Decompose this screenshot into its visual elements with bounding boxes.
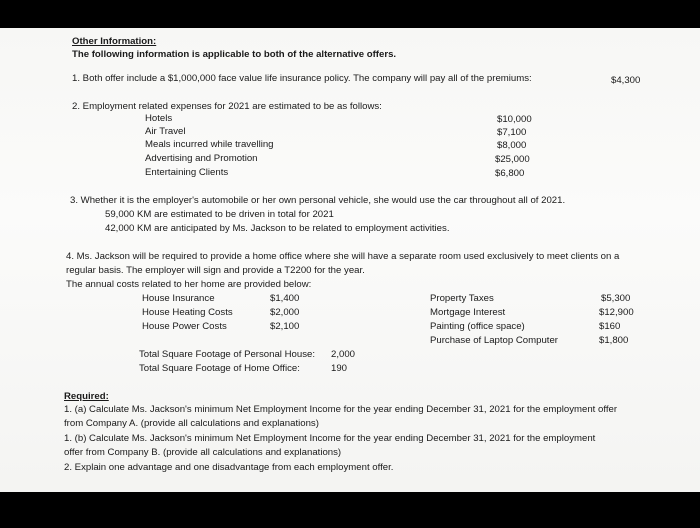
question-1a-line2: from Company A. (provide all calculations and explanations) bbox=[64, 418, 319, 429]
home-cost-label: House Heating Costs bbox=[142, 307, 233, 318]
expense-amount: $8,000 bbox=[497, 140, 527, 151]
expense-amount: $7,100 bbox=[497, 127, 527, 138]
item1-text: 1. Both offer include a $1,000,000 face value life insurance policy. The company will pay all of the premiums: bbox=[72, 73, 532, 84]
footage-label: Total Square Footage of Home Office: bbox=[139, 363, 300, 374]
question-2: 2. Explain one advantage and one disadvantage from each employment offer. bbox=[64, 462, 394, 473]
home-cost-amount: $2,100 bbox=[270, 321, 300, 332]
bottom-black-band bbox=[0, 492, 700, 528]
home-cost-amount: $160 bbox=[599, 321, 621, 332]
home-cost-label: Purchase of Laptop Computer bbox=[430, 335, 558, 346]
home-cost-amount: $1,800 bbox=[599, 335, 629, 346]
expense-label: Advertising and Promotion bbox=[145, 153, 258, 164]
question-1b-line2: offer from Company B. (provide all calculations and explanations) bbox=[64, 447, 342, 458]
home-cost-amount: $1,400 bbox=[270, 293, 300, 304]
expense-amount: $6,800 bbox=[495, 168, 525, 179]
expense-label: Entertaining Clients bbox=[145, 167, 229, 178]
home-cost-amount: $12,900 bbox=[599, 307, 634, 318]
footage-value: 2,000 bbox=[331, 349, 356, 360]
home-cost-amount: $2,000 bbox=[270, 307, 300, 318]
required-title: Required: bbox=[64, 391, 109, 402]
home-cost-label: House Power Costs bbox=[142, 321, 227, 332]
item3-line1: 59,000 KM are estimated to be driven in total for 2021 bbox=[105, 209, 334, 220]
footage-value: 190 bbox=[331, 363, 348, 374]
question-1b-line1: 1. (b) Calculate Ms. Jackson's minimum Net Employment Income for the year ending December 31, 2021 for the employment bbox=[64, 433, 596, 444]
expense-label: Meals incurred while travelling bbox=[145, 139, 274, 150]
section-title: Other Information: bbox=[72, 36, 157, 47]
home-cost-label: Property Taxes bbox=[430, 293, 494, 304]
question-1a-line1: 1. (a) Calculate Ms. Jackson's minimum Net Employment Income for the year ending December 31, 2021 for the employment offer bbox=[64, 404, 618, 415]
top-black-band bbox=[0, 0, 700, 28]
document-page bbox=[0, 28, 700, 492]
home-cost-amount: $5,300 bbox=[601, 293, 631, 304]
footage-label: Total Square Footage of Personal House: bbox=[139, 349, 315, 360]
item3-line2: 42,000 KM are anticipated by Ms. Jackson to be related to employment activities. bbox=[105, 223, 450, 234]
item4-costs-intro: The annual costs related to her home are provided below: bbox=[66, 279, 312, 290]
item3-text: 3. Whether it is the employer's automobile or her own personal vehicle, she would use the car throughout all of 2021. bbox=[70, 195, 566, 206]
home-cost-label: Mortgage Interest bbox=[430, 307, 506, 318]
expense-amount: $10,000 bbox=[497, 114, 532, 125]
item4-text-line1: 4. Ms. Jackson will be required to provide a home office where she will have a separate room used exclusively to meet clients on a bbox=[66, 251, 620, 262]
home-cost-label: Painting (office space) bbox=[430, 321, 525, 332]
item1-amount: $4,300 bbox=[611, 75, 641, 86]
expense-amount: $25,000 bbox=[495, 154, 530, 165]
home-cost-label: House Insurance bbox=[142, 293, 215, 304]
item2-text: 2. Employment related expenses for 2021 are estimated to be as follows: bbox=[72, 101, 382, 112]
intro-text: The following information is applicable to both of the alternative offers. bbox=[72, 49, 397, 60]
expense-label: Air Travel bbox=[145, 126, 186, 137]
expense-label: Hotels bbox=[145, 113, 173, 124]
item4-text-line2: regular basis. The employer will sign and provide a T2200 for the year. bbox=[66, 265, 365, 276]
